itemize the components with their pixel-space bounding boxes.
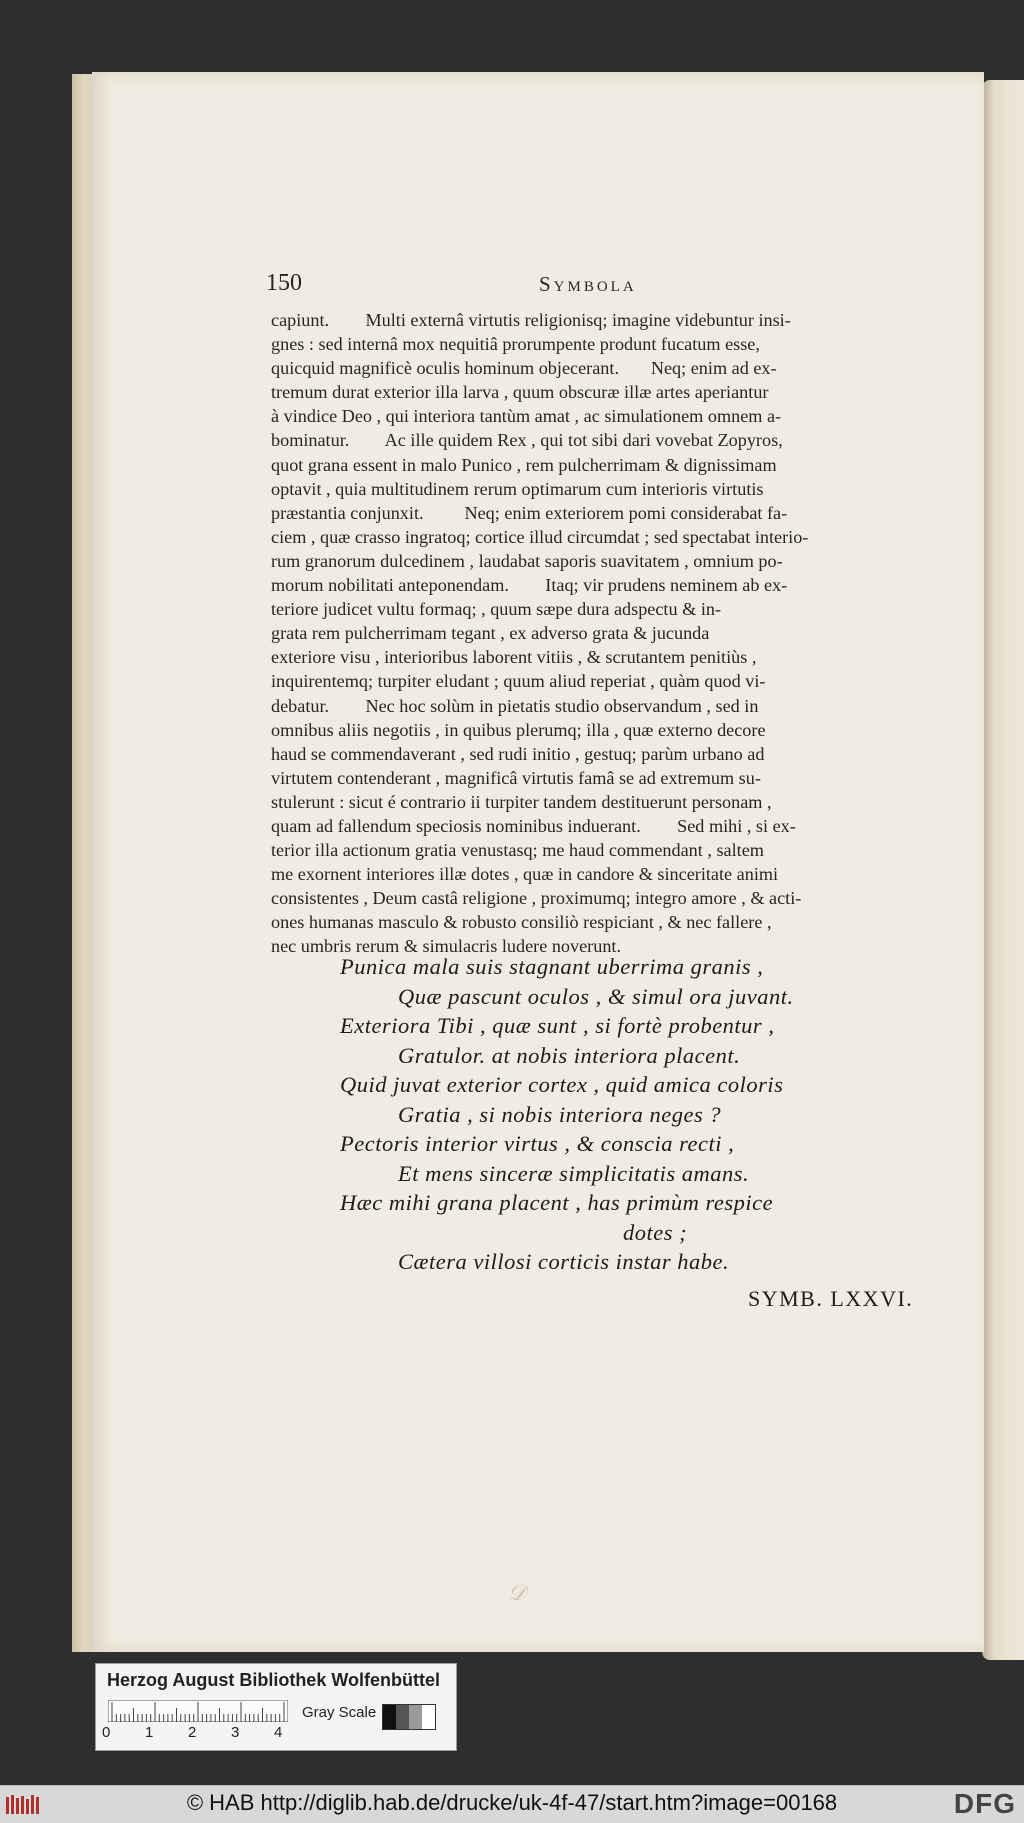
verse-line: Pectoris interior virtus , & conscia recti , xyxy=(340,1131,735,1156)
text-line: nec umbris rerum & simulacris ludere noverunt. xyxy=(271,936,622,957)
color-scale-card xyxy=(95,1663,457,1751)
text-line: quam ad fallendum speciosis nominibus induerant. Sed mihi , si ex- xyxy=(271,815,796,836)
centimeter-ruler xyxy=(108,1700,288,1722)
source-link[interactable]: © HAB http://diglib.hab.de/drucke/uk-4f-47/start.htm?image=00168 xyxy=(186,1790,838,1815)
verse-line: Punica mala suis stagnant uberrima granis , xyxy=(340,954,764,979)
verse-line: Et mens sinceræ simplicitatis amans. xyxy=(398,1160,750,1186)
text-line: quicquid magnificè oculis hominum objecerant. Neq; enim ad ex- xyxy=(271,358,777,379)
text-line: virtutem contenderant , magnificâ virtutis famâ se ad extremum su- xyxy=(271,767,761,788)
text-line: quot grana essent in malo Punico , rem pulcherrimam & dignissimam xyxy=(271,454,777,475)
text-line: stulerunt : sicut é contrario ii turpiter tandem destituerunt personam , xyxy=(271,791,772,812)
ruler-label: 4 xyxy=(274,1724,283,1741)
catchword: SYMB. LXXVI. xyxy=(748,1286,914,1311)
text-line: rum granorum dulcedinem , laudabat saporis suavitatem , omnium po- xyxy=(271,550,783,571)
text-line: terior illa actionum gratia venustasq; me haud commendant , saltem xyxy=(271,840,764,861)
running-head xyxy=(266,270,996,300)
text-line: grata rem pulcherrimam tegant , ex adverso grata & jucunda xyxy=(271,623,710,644)
text-line: debatur. Nec hoc solùm in pietatis studio observandum , sed in xyxy=(271,695,759,716)
text-line: morum nobilitati anteponendam. Itaq; vir prudens neminem ab ex- xyxy=(271,575,788,596)
gray-swatch xyxy=(409,1705,422,1729)
text-line: ciem , quæ crasso ingratoq; cortice illud circumdat ; sed spectabat interio- xyxy=(271,526,809,547)
text-line: inquirentemq; turpiter eludant ; quum aliud reperiat , quàm quod vi- xyxy=(271,671,766,692)
verse-line: Quid juvat exterior cortex , quid amica coloris xyxy=(340,1072,784,1097)
footer-bar xyxy=(0,1785,1024,1823)
verse-line: Quæ pascunt oculos , & simul ora juvant. xyxy=(398,983,794,1009)
text-line: bominatur. Ac ille quidem Rex , qui tot sibi dari vovebat Zopyros, xyxy=(271,430,783,451)
library-name: Herzog August Bibliothek Wolfenbüttel xyxy=(107,1670,440,1690)
gray-scale-label: Gray Scale xyxy=(302,1704,377,1721)
prose-paragraph xyxy=(271,308,925,959)
ruler-labels xyxy=(102,1724,292,1744)
text-line: capiunt. Multi externâ virtutis religionisq; imagine videbuntur insi- xyxy=(271,310,791,330)
text-line: exteriore visu , interioribus laborent vitiis , & scrutantem penitiùs , xyxy=(271,647,757,668)
running-title: Symbola xyxy=(539,272,637,296)
faint-ink-mark: 𝒟 xyxy=(508,1580,526,1605)
text-line: ones humanas masculo & robusto consiliò respiciant , & nec fallere , xyxy=(271,912,772,933)
facing-page-edge xyxy=(982,80,1024,1660)
verse-line: dotes ; xyxy=(623,1219,688,1245)
ruler-label: 1 xyxy=(145,1724,154,1741)
page-number: 150 xyxy=(266,270,302,296)
ruler-label: 0 xyxy=(102,1724,111,1741)
gray-swatch xyxy=(422,1705,435,1729)
text-line: præstantia conjunxit. Neq; enim exteriorem pomi considerabat fa- xyxy=(271,502,788,523)
gray-scale-swatches xyxy=(382,1704,436,1730)
gray-swatch xyxy=(383,1705,396,1729)
text-line: consistentes , Deum castâ religione , proximumq; integro amore , & acti- xyxy=(271,888,802,909)
verse-line: Gratulor. at nobis interiora placent. xyxy=(398,1042,741,1068)
verse-line: Exteriora Tibi , quæ sunt , si fortè probentur , xyxy=(340,1013,775,1038)
text-line: me exornent interiores illæ dotes , quæ in candore & sinceritate animi xyxy=(271,864,779,885)
text-line: optavit , quia multitudinem rerum optimarum cum interioris virtutis xyxy=(271,478,764,499)
text-line: haud se commendaverant , sed rudi initio , gestuq; parùm urbano ad xyxy=(271,743,765,764)
gray-swatch xyxy=(396,1705,409,1729)
verse-line: Gratia , si nobis interiora neges ? xyxy=(398,1101,722,1127)
text-line: tremum durat exterior illa larva , quum obscuræ illæ artes aperiantur xyxy=(271,382,769,403)
text-line: teriore judicet vultu formaq; , quum sæpe dura adspectu & in- xyxy=(271,599,722,620)
text-line: omnibus aliis negotiis , in quibus plerumq; illa , quæ externo decore xyxy=(271,719,766,740)
dfg-logo: DFG xyxy=(953,1788,1016,1819)
poem-verses xyxy=(340,952,940,1277)
ruler-label: 3 xyxy=(231,1724,240,1741)
verse-line: Cætera villosi corticis instar habe. xyxy=(398,1249,730,1274)
ruler-label: 2 xyxy=(188,1724,197,1741)
text-line: gnes : sed internâ mox nequitiâ prorumpente produnt fucatum esse, xyxy=(271,334,760,355)
verse-line: Hæc mihi grana placent , has primùm respice xyxy=(340,1190,774,1215)
text-line: à vindice Deo , qui interiora tantùm amat , ac simulationem omnem a- xyxy=(271,406,782,427)
